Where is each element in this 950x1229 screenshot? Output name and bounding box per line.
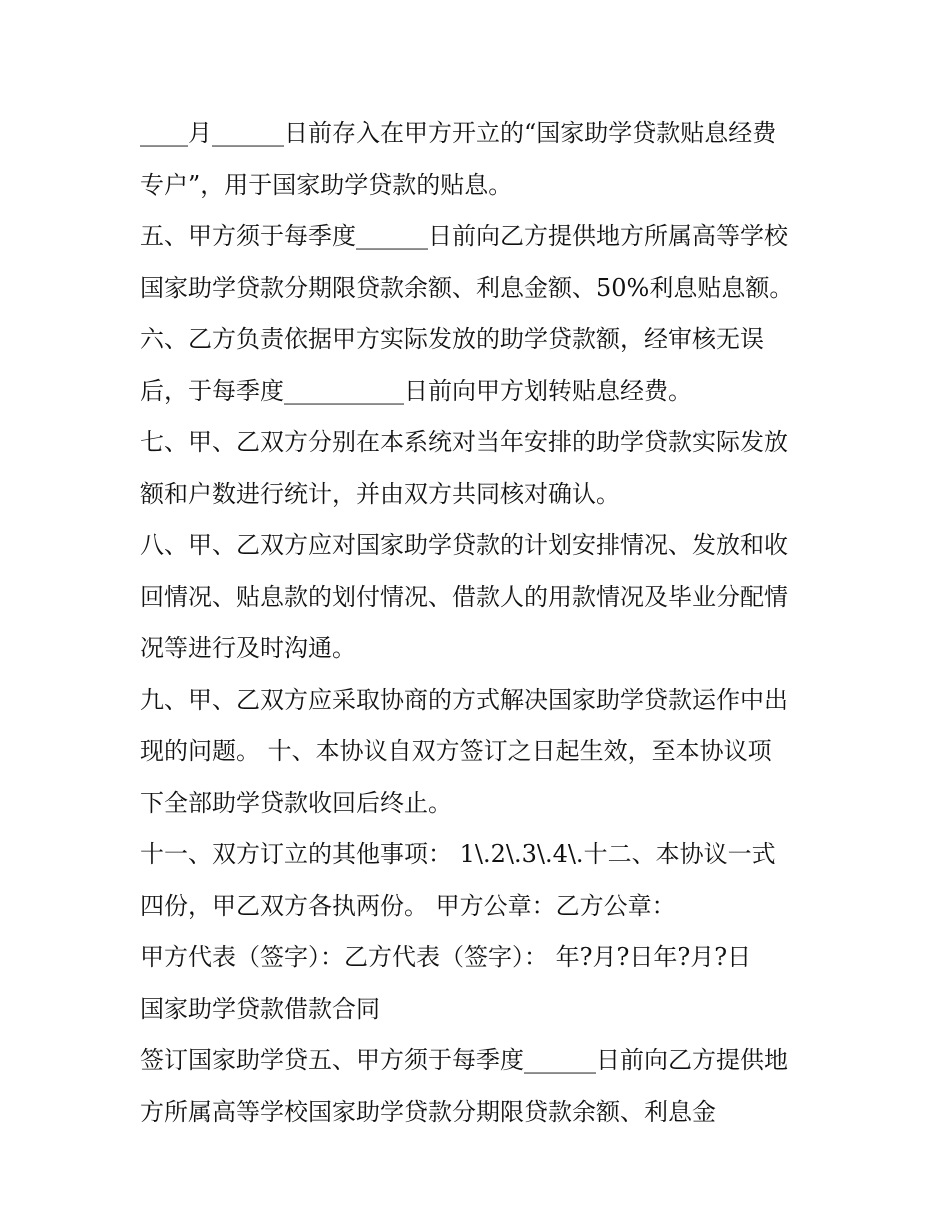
text-line: 现的问题。 十、本协议自双方签订之日起生效，至本协议项 bbox=[140, 737, 772, 765]
text-line: 五、甲方须于每季度______日前向乙方提供地方所属高等学校 bbox=[140, 222, 788, 250]
text-line: 十一、双方订立的其他事项： 1\.2\.3\.4\.十二、本协议一式 bbox=[140, 840, 776, 868]
text-line: 七、甲、乙双方分别在本系统对当年安排的助学贷款实际发放 bbox=[140, 428, 788, 456]
text-line: 回情况、贴息款的划付情况、借款人的用款情况及毕业分配情 bbox=[140, 582, 788, 611]
text-line: 甲方代表（签字）：乙方代表（签字）： 年?月?日年?月?日 bbox=[140, 943, 752, 971]
text-line: 九、甲、乙双方应采取协商的方式解决国家助学贷款运作中出 bbox=[140, 685, 788, 714]
text-line: 签订国家助学贷五、甲方须于每季度______日前向乙方提供地 bbox=[140, 1046, 788, 1074]
text-line: 国家助学贷款分期限贷款余额、利息金额、50%利息贴息额。 bbox=[140, 273, 794, 302]
text-line: 六、乙方负责依据甲方实际发放的助学贷款额，经审核无误 bbox=[140, 325, 764, 353]
document-body bbox=[140, 108, 820, 1138]
text-line: 四份，甲乙双方各执两份。 甲方公章：乙方公章： bbox=[140, 891, 676, 920]
text-line: 专户”，用于国家助学贷款的贴息。 bbox=[140, 170, 513, 199]
text-line: 况等进行及时沟通。 bbox=[140, 634, 356, 662]
text-line: 下全部助学贷款收回后终止。 bbox=[140, 788, 452, 817]
text-line: 后，于每季度__________日前向甲方划转贴息经费。 bbox=[140, 376, 692, 405]
text-line: 方所属高等学校国家助学贷款分期限贷款余额、利息金 bbox=[140, 1097, 716, 1126]
text-line: 八、甲、乙双方应对国家助学贷款的计划安排情况、发放和收 bbox=[140, 531, 788, 559]
section-title: 国家助学贷款借款合同 bbox=[140, 994, 380, 1023]
text-line: 额和户数进行统计，并由双方共同核对确认。 bbox=[140, 479, 620, 508]
text-line: ____月______日前存入在甲方开立的“国家助学贷款贴息经费 bbox=[140, 119, 777, 147]
